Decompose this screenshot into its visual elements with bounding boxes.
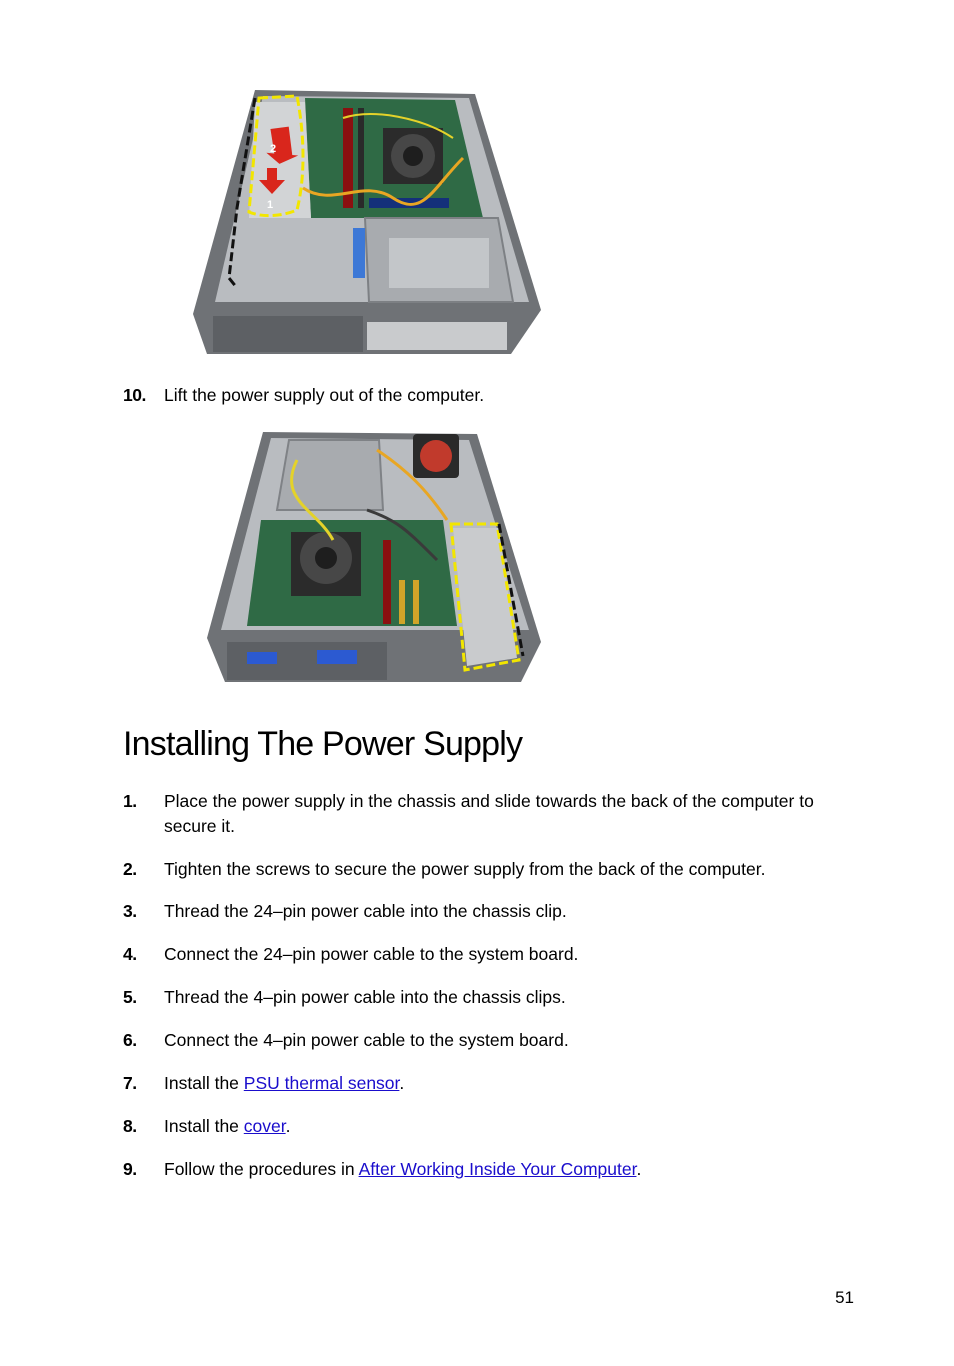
step-number: 10. xyxy=(123,385,146,405)
callout-2-label: 2 xyxy=(270,143,277,155)
step-text-pre: Install the xyxy=(164,1116,244,1136)
step-5 xyxy=(123,985,863,1010)
step-text xyxy=(164,1114,863,1139)
cover-link[interactable]: cover xyxy=(243,1116,286,1136)
power-supply-lifted-figure xyxy=(207,420,543,684)
step-number: 9. xyxy=(123,1159,137,1179)
step-3 xyxy=(123,899,863,924)
step-text-post: . xyxy=(285,1116,291,1136)
step-text: Connect the 4–pin power cable to the system board. xyxy=(164,1030,569,1050)
step-text-post: . xyxy=(636,1159,642,1179)
step-number: 7. xyxy=(123,1073,137,1093)
step-number: 6. xyxy=(123,1030,137,1050)
after-working-inside-link[interactable]: After Working Inside Your Computer xyxy=(358,1159,637,1179)
step-4 xyxy=(123,942,863,967)
step-2 xyxy=(123,857,863,882)
step-text: Connect the 24–pin power cable to the system board. xyxy=(164,944,579,964)
step-text: Tighten the screws to secure the power supply from the back of the computer. xyxy=(164,859,766,879)
step-8 xyxy=(123,1114,863,1139)
step-10 xyxy=(123,383,863,408)
step-7 xyxy=(123,1071,863,1096)
step-number: 2. xyxy=(123,859,137,879)
page-number: 51 xyxy=(835,1288,854,1307)
step-text-pre: Install the xyxy=(164,1073,244,1093)
step-number: 5. xyxy=(123,987,137,1007)
psu-thermal-sensor-link[interactable]: PSU thermal sensor xyxy=(243,1073,400,1093)
step-text: Thread the 4–pin power cable into the chassis clips. xyxy=(164,987,566,1007)
callout-1-label: 1 xyxy=(267,199,274,211)
step-6 xyxy=(123,1028,863,1053)
step-text: Thread the 24–pin power cable into the chassis clip. xyxy=(164,901,567,921)
step-number: 3. xyxy=(123,901,137,921)
step-1 xyxy=(123,789,863,839)
step-9 xyxy=(123,1157,863,1182)
step-number: 4. xyxy=(123,944,137,964)
step-text xyxy=(164,1157,863,1182)
step-text xyxy=(164,1071,863,1096)
step-number: 1. xyxy=(123,791,137,811)
step-text: Lift the power supply out of the computer. xyxy=(164,385,485,405)
step-text-pre: Follow the procedures in xyxy=(164,1159,359,1179)
section-heading: Installing The Power Supply xyxy=(123,725,523,763)
step-number: 8. xyxy=(123,1116,137,1136)
step-text-post: . xyxy=(399,1073,405,1093)
step-text: Place the power supply in the chassis and slide towards the back of the computer to secure it. xyxy=(164,791,814,836)
power-supply-removal-figure xyxy=(193,88,543,356)
